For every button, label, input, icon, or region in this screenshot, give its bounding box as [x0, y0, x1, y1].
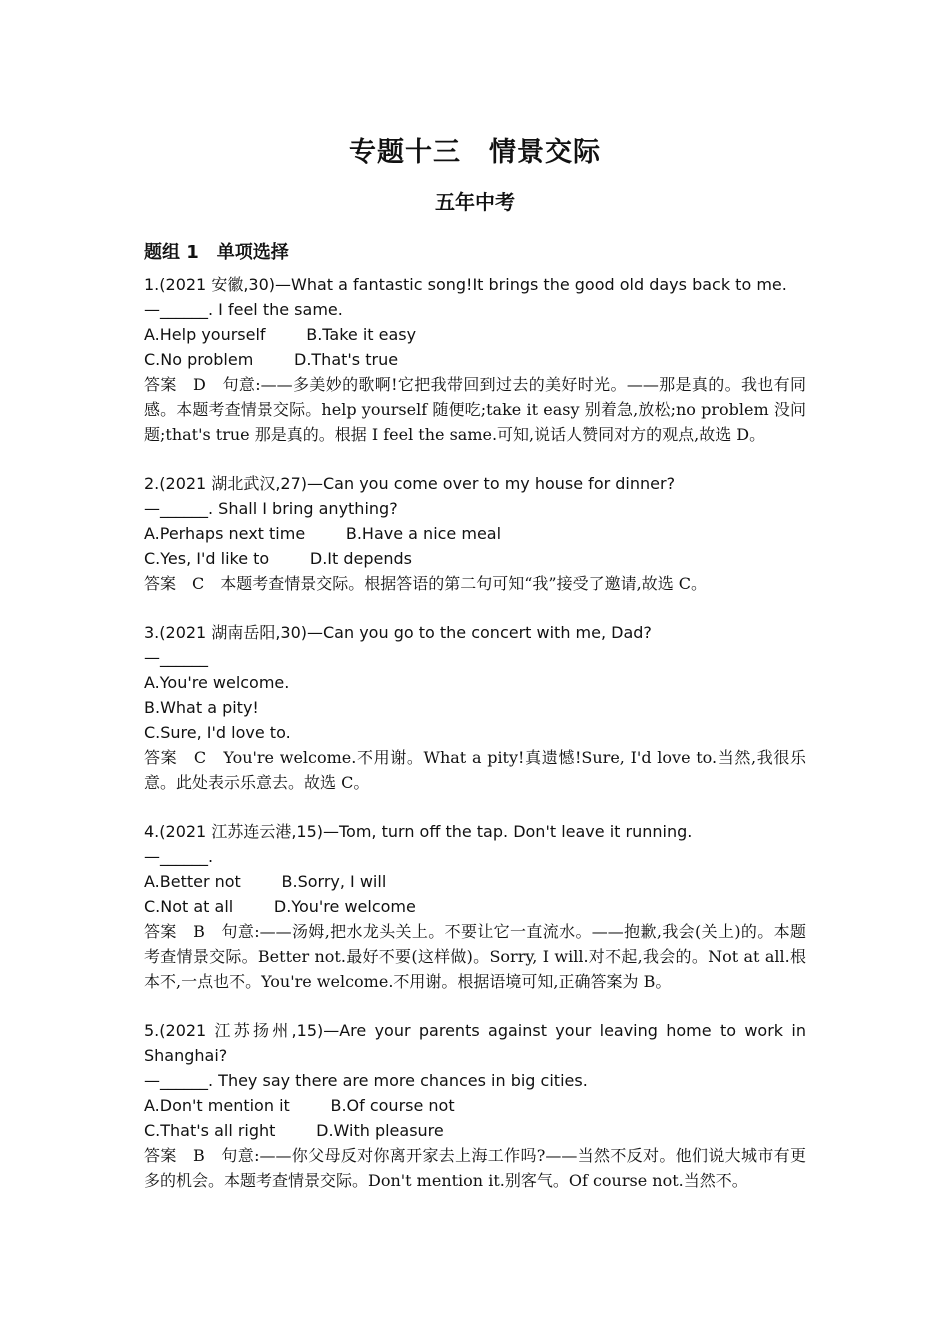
- question-item: [144, 272, 806, 447]
- question-options: C.Not at all D.You're welcome: [144, 897, 416, 916]
- question-option: C.Sure, I'd love to.: [144, 723, 291, 742]
- answer-explanation: 答案 C You're welcome.不用谢。What a pity!真遗憾!Sure, I'd love to.当然,我很乐意。此处表示乐意去。故选 C。: [144, 748, 806, 792]
- answer-explanation: 答案 C 本题考查情景交际。根据答语的第二句可知“我”接受了邀请,故选 C。: [144, 574, 708, 593]
- question-option: B.What a pity!: [144, 698, 259, 717]
- question-options: A.Better not B.Sorry, I will: [144, 872, 387, 891]
- question-option: A.You're welcome.: [144, 673, 290, 692]
- question-options: C.Yes, I'd like to D.It depends: [144, 549, 412, 568]
- question-options: A.Help yourself B.Take it easy: [144, 325, 417, 344]
- question-options: A.Don't mention it B.Of course not: [144, 1096, 455, 1115]
- question-item: [144, 471, 806, 596]
- question-options: C.That's all right D.With pleasure: [144, 1121, 444, 1140]
- question-stem: 3.(2021 湖南岳阳,30)—Can you go to the concert with me, Dad?: [144, 623, 652, 642]
- question-line: —______.: [144, 847, 214, 866]
- answer-explanation: 答案 B 句意:——你父母反对你离开家去上海工作吗?——当然不反对。他们说大城市有更多的机会。本题考查情景交际。Don't mention it.别客气。Of course not.当然不。: [144, 1146, 806, 1190]
- question-options: A.Perhaps next time B.Have a nice meal: [144, 524, 502, 543]
- question-line: —______. Shall I bring anything?: [144, 499, 398, 518]
- answer-explanation: 答案 B 句意:——汤姆,把水龙头关上。不要让它一直流水。——抱歉,我会(关上)的。本题考查情景交际。Better not.最好不要(这样做)。Sorry, I will.对不起,我会的。Not at all.根本不,一点也不。You're welcome.不用谢。根据语境可知,正确答案为 B。: [144, 922, 806, 991]
- answer-explanation: 答案 D 句意:——多美妙的歌啊!它把我带回到过去的美好时光。——那是真的。我也有同感。本题考查情景交际。help yourself 随便吃;take it easy 别着急,放松;no problem 没问题;that's true 那是真的。根据 I feel the same.可知,说话人赞同对方的观点,故选 D。: [144, 375, 806, 444]
- question-item: [144, 1018, 806, 1193]
- page-title: 专题十三 情景交际: [349, 137, 601, 168]
- question-options: C.No problem D.That's true: [144, 350, 399, 369]
- section-subtitle: 五年中考: [435, 190, 515, 214]
- question-list: [144, 272, 806, 1217]
- question-line: —______. They say there are more chances in big cities.: [144, 1071, 588, 1090]
- question-group-heading: 题组 1 单项选择: [144, 242, 289, 263]
- question-stem: 1.(2021 安徽,30)—What a fantastic song!It brings the good old days back to me.: [144, 275, 787, 294]
- question-line: —______: [144, 648, 208, 667]
- question-stem: 5.(2021 江苏扬州,15)—Are your parents against your leaving home to work in Shanghai?: [144, 1021, 806, 1065]
- question-line: —______. I feel the same.: [144, 300, 343, 319]
- question-item: [144, 620, 806, 795]
- question-stem: 4.(2021 江苏连云港,15)—Tom, turn off the tap. Don't leave it running.: [144, 822, 693, 841]
- question-stem: 2.(2021 湖北武汉,27)—Can you come over to my house for dinner?: [144, 474, 676, 493]
- question-item: [144, 819, 806, 994]
